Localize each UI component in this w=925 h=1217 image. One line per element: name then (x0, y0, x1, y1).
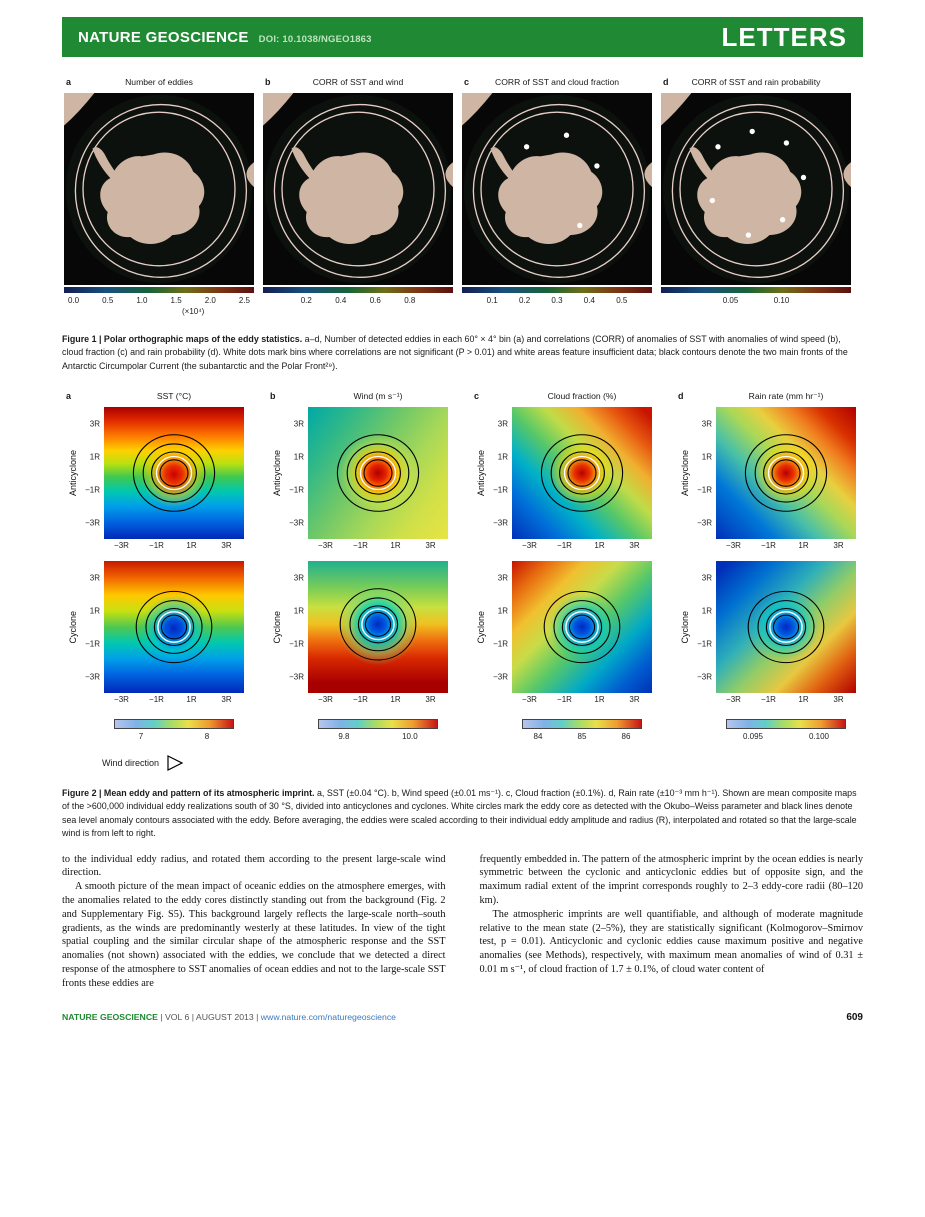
cell-rain-cyclone (678, 561, 856, 693)
row-label-anticyclone: Anticyclone (68, 450, 78, 497)
y-tick: −3R (85, 518, 100, 528)
figure1-panel-a (64, 77, 254, 317)
polar-map-eddies (64, 93, 254, 285)
y-tick: 1R (293, 452, 304, 462)
y-tick: 1R (89, 606, 100, 616)
figure1-caption (62, 333, 863, 373)
x-tick: 3R (833, 541, 844, 551)
y-tick: 1R (293, 606, 304, 616)
heatmap-rain-anticyclone (716, 407, 856, 539)
row-label-cyclone: Cyclone (476, 610, 486, 644)
x-axis-ticks (512, 693, 652, 705)
y-tick: −3R (697, 518, 712, 528)
footer-meta: | VOL 6 | AUGUST 2013 | (157, 1012, 261, 1023)
column-title: Rain rate (mm hr⁻¹) (748, 391, 824, 402)
colorbar-ticks (312, 732, 444, 741)
colorbar (64, 287, 254, 293)
cell-sst-anticyclone (66, 407, 244, 539)
figure1-panel-b (263, 77, 453, 317)
x-axis-ticks (716, 693, 856, 705)
wind-direction-arrow-icon (166, 755, 184, 771)
x-tick: 3R (629, 541, 640, 551)
tick-label: 0.2 (519, 296, 531, 305)
heatmap-wind-anticyclone (308, 407, 448, 539)
x-tick: 3R (425, 695, 436, 705)
x-tick: 1R (390, 695, 401, 705)
tick-label: 0.0 (68, 296, 80, 305)
eddy-contours (308, 561, 448, 693)
column-title-row (66, 391, 244, 407)
page-footer (62, 1012, 863, 1023)
cell-sst-cyclone (66, 561, 244, 693)
y-tick: −1R (697, 639, 712, 649)
y-tick: 3R (701, 419, 712, 429)
x-tick: −3R (114, 541, 129, 551)
cell-wind-cyclone (270, 561, 448, 693)
x-tick: 1R (798, 541, 809, 551)
y-tick: −1R (85, 485, 100, 495)
panel-label: d (678, 391, 684, 402)
cell-wind-anticyclone (270, 407, 448, 539)
y-tick: −1R (493, 639, 508, 649)
colorbar-gradient (726, 719, 846, 729)
y-axis-ticks (80, 407, 104, 539)
tick-label: 0.8 (404, 296, 416, 305)
heatmap-rain-cyclone (716, 561, 856, 693)
x-axis-ticks (104, 693, 244, 705)
section-title: LETTERS (721, 21, 847, 52)
figure1-caption-title: Figure 1 | Polar orthographic maps of the eddy statistics. (62, 334, 303, 344)
paragraph: to the individual eddy radius, and rotated them according to the present large-scale wind direction. (62, 853, 446, 879)
x-tick: 3R (629, 695, 640, 705)
column-title: SST (°C) (156, 391, 192, 402)
polar-map-corr-wind (263, 93, 453, 285)
y-tick: 3R (89, 573, 100, 583)
y-tick: 3R (497, 573, 508, 583)
tick-label: 86 (621, 732, 631, 742)
panel-title-row (661, 77, 851, 90)
tick-label: 7 (138, 732, 144, 742)
y-tick: 1R (497, 606, 508, 616)
panel-label: a (66, 391, 72, 402)
y-tick: 1R (89, 452, 100, 462)
y-tick: −3R (85, 672, 100, 682)
x-tick: −3R (114, 695, 129, 705)
figure2 (62, 391, 863, 741)
page-number: 609 (846, 1012, 863, 1024)
column-title-row (678, 391, 856, 407)
eddy-contours (716, 561, 856, 693)
x-tick: −3R (522, 695, 537, 705)
figure1-caption-body: a–d, Number of detected eddies in each 60° × 4° bin (a) and correlations (CORR) of anomalies of SST with anomalies of wind speed (b), cloud fraction (c) and rain probability (d). White dots mark bins where correlations are not significant (P > 0.01) and white areas feature insufficient data; black contours denote the two main fronts of the Antarctic Circumpolar Current (the subantarctic and the Polar Front²⁹). (62, 334, 848, 371)
x-axis-ticks (308, 539, 448, 551)
tick-label: 0.1 (486, 296, 498, 305)
panel-label: b (270, 391, 276, 402)
colorbar-gradient (522, 719, 642, 729)
tick-label: 0.100 (808, 732, 830, 742)
figure2-column-rain (678, 391, 856, 741)
colorbar-ticks (661, 296, 851, 305)
heatmap-sst-cyclone (104, 561, 244, 693)
row-label-cyclone: Cyclone (272, 610, 282, 644)
eddy-contours (104, 561, 244, 693)
row-label-cyclone: Cyclone (680, 610, 690, 644)
y-tick: −3R (493, 672, 508, 682)
colorbar-wind (308, 719, 448, 741)
colorbar (462, 287, 652, 293)
panel-title: Number of eddies (125, 77, 193, 87)
panel-title-row (462, 77, 652, 90)
column-title-row (270, 391, 448, 407)
x-tick: −1R (557, 541, 572, 551)
footer-journal: NATURE GEOSCIENCE (62, 1012, 158, 1023)
x-tick: −3R (318, 695, 333, 705)
y-tick: 3R (293, 419, 304, 429)
eddy-contours (512, 407, 652, 539)
tick-label: 2.5 (238, 296, 250, 305)
eddy-contours (716, 407, 856, 539)
tick-label: 0.5 (102, 296, 114, 305)
row-label-anticyclone: Anticyclone (272, 450, 282, 497)
panel-title: CORR of SST and rain probability (691, 77, 821, 87)
x-tick: 3R (221, 541, 232, 551)
x-axis-ticks (716, 539, 856, 551)
x-axis-ticks (104, 539, 244, 551)
y-tick: 1R (701, 606, 712, 616)
panel-title-row (263, 77, 453, 90)
tick-label: 0.095 (742, 732, 764, 742)
y-tick: −3R (493, 518, 508, 528)
column-title-row (474, 391, 652, 407)
colorbar (661, 287, 851, 293)
x-tick: 1R (594, 541, 605, 551)
x-tick: −1R (761, 695, 776, 705)
x-tick: 1R (594, 695, 605, 705)
y-tick: −3R (289, 518, 304, 528)
x-tick: −1R (761, 541, 776, 551)
figure1-panel-c (462, 77, 652, 317)
figure1 (62, 77, 863, 317)
x-tick: 3R (833, 695, 844, 705)
column-title: Wind (m s⁻¹) (353, 391, 403, 402)
y-tick: −1R (289, 639, 304, 649)
x-tick: −3R (522, 541, 537, 551)
column-title: Cloud fraction (%) (547, 391, 617, 402)
y-tick: −1R (493, 485, 508, 495)
y-tick: 3R (89, 419, 100, 429)
colorbar-rain (716, 719, 856, 741)
paragraph: frequently embedded in. The pattern of the atmospheric imprint by the ocean eddies is nearly symmetric between the cyclonic and anticyclonic eddies but of opposite sign, and the maximum radial extent of the imprint corresponds roughly to 2–3 eddy-core radii (80–120 km). (479, 853, 863, 906)
colorbar-sst (104, 719, 244, 741)
x-tick: −1R (149, 541, 164, 551)
colorbar-ticks (462, 296, 652, 305)
x-tick: 3R (221, 695, 232, 705)
tick-label: 0.05 (722, 296, 739, 305)
x-tick: −1R (353, 695, 368, 705)
y-axis-ticks (284, 407, 308, 539)
panel-title-row (64, 77, 254, 90)
footer-url-link[interactable]: www.nature.com/naturegeoscience (260, 1012, 396, 1023)
wind-direction-row (102, 755, 863, 771)
y-axis-ticks (80, 561, 104, 693)
y-axis-ticks (692, 407, 716, 539)
tick-label: 2.0 (204, 296, 216, 305)
eddy-contours (512, 561, 652, 693)
paragraph: A smooth picture of the mean impact of oceanic eddies on the atmosphere emerges, with the anomalies related to the eddy cores distinctly standing out from the background (Fig. 2 and Supplementary Fig. S5). This background largely reflects the large-scale north–south gradients, as the winds are predominantly westerly at these latitudes. In view of the tight spatial coupling and the similar circular shape of the atmospheric response and the SST anomalies (not shown) associated with the eddies, we conclude that we detected a direct response of the atmosphere to SST anomalies of ocean eddies and not to the large-scale SST fronts these eddies are (62, 881, 446, 989)
tick-label: 8 (204, 732, 210, 742)
heatmap-wind-cyclone (308, 561, 448, 693)
x-tick: −3R (726, 541, 741, 551)
y-tick: 3R (293, 573, 304, 583)
cell-cloud-anticyclone (474, 407, 652, 539)
tick-label: 0.4 (583, 296, 595, 305)
tick-label: 1.5 (170, 296, 182, 305)
tick-label: 0.2 (300, 296, 312, 305)
y-axis-ticks (488, 561, 512, 693)
colorbar-ticks (720, 732, 852, 741)
tick-scale-note: (×10⁴) (182, 307, 205, 316)
y-tick: −3R (697, 672, 712, 682)
article-body (62, 853, 863, 991)
heatmap-cloud-cyclone (512, 561, 652, 693)
x-tick: 1R (390, 541, 401, 551)
panel-label: c (474, 391, 480, 402)
x-tick: −3R (726, 695, 741, 705)
figure2-column-wind (270, 391, 448, 741)
tick-label: 0.6 (369, 296, 381, 305)
figure2-caption-title: Figure 2 | Mean eddy and pattern of its atmospheric imprint. (62, 788, 315, 799)
colorbar-gradient (318, 719, 438, 729)
y-tick: −1R (289, 485, 304, 495)
y-tick: −1R (697, 485, 712, 495)
y-axis-ticks (284, 561, 308, 693)
y-tick: −1R (85, 639, 100, 649)
y-axis-ticks (488, 407, 512, 539)
tick-label: 0.3 (551, 296, 563, 305)
doi-text: DOI: 10.1038/NGEO1863 (258, 33, 372, 45)
x-tick: 1R (186, 695, 197, 705)
x-tick: −1R (353, 541, 368, 551)
polar-map-corr-cloud (462, 93, 652, 285)
tick-label: 0.10 (773, 296, 790, 305)
colorbar-ticks (516, 732, 648, 741)
journal-name: NATURE GEOSCIENCE (78, 28, 249, 46)
figure2-column-cloud (474, 391, 652, 741)
figure2-column-sst (66, 391, 244, 741)
colorbar-ticks (108, 732, 240, 741)
eddy-contours (308, 407, 448, 539)
y-tick: 3R (497, 419, 508, 429)
panel-label: b (265, 77, 271, 87)
x-tick: −1R (149, 695, 164, 705)
tick-label: 1.0 (136, 296, 148, 305)
wind-direction-label: Wind direction (102, 758, 160, 769)
colorbar-ticks (263, 296, 453, 305)
heatmap-sst-anticyclone (104, 407, 244, 539)
header-left (78, 29, 372, 46)
tick-label: 9.8 (338, 732, 350, 742)
polar-map-corr-rain (661, 93, 851, 285)
colorbar-ticks (64, 296, 254, 305)
x-tick: −1R (557, 695, 572, 705)
tick-label: 0.5 (616, 296, 628, 305)
y-tick: −3R (289, 672, 304, 682)
x-tick: 3R (425, 541, 436, 551)
figure2-caption-body: a, SST (±0.04 °C). b, Wind speed (±0.01 ms⁻¹). c, Cloud fraction (±0.1%). d, Rain rate (±10⁻³ mm h⁻¹). Shown are mean composite maps of the >600,000 individual eddy realizations south of 30 °S, divided into anticyclones and cyclones. White circles mark the eddy core as detected with the Okubo–Weiss parameter and black lines denote sea level anomaly contours associated with the eddy. Before averaging, the eddies were scaled according to their individual eddy amplitude and radius (R), interpolated and rotated so that the large-scale wind is from left to right. (62, 788, 857, 839)
colorbar (263, 287, 453, 293)
y-tick: 1R (701, 452, 712, 462)
panel-label: d (663, 77, 669, 87)
y-tick: 3R (701, 573, 712, 583)
y-tick: 1R (497, 452, 508, 462)
panel-label: a (66, 77, 72, 87)
y-axis-ticks (692, 561, 716, 693)
row-label-anticyclone: Anticyclone (680, 450, 690, 497)
x-tick: −3R (318, 541, 333, 551)
eddy-contours (104, 407, 244, 539)
tick-label: 84 (533, 732, 543, 742)
figure2-caption (62, 787, 863, 840)
cell-cloud-cyclone (474, 561, 652, 693)
colorbar-cloud (512, 719, 652, 741)
tick-label: 0.4 (335, 296, 347, 305)
panel-label: c (464, 77, 470, 87)
row-label-cyclone: Cyclone (68, 610, 78, 644)
header-bar (62, 17, 863, 57)
paragraph: The atmospheric imprints are well quantifiable, and although of moderate magnitude relative to the mean state (2–5%), they are statistically significant (Kolmogorov–Smirnov test, p = 0.01). Anticyclonic and cyclonic eddies cause maximum positive and negative anomalies (see Methods), respectively, with maximum mean anomalies of wind of 0.31 ± 0.01 m s⁻¹, of cloud fraction of 1.7 ± 0.1%, of cloud water content of (479, 908, 863, 975)
row-label-anticyclone: Anticyclone (476, 450, 486, 497)
x-tick: 1R (186, 541, 197, 551)
tick-label: 10.0 (402, 732, 418, 742)
body-column-right (480, 853, 864, 991)
panel-title: CORR of SST and wind (312, 77, 404, 87)
footer-left (62, 1012, 396, 1022)
colorbar-gradient (114, 719, 234, 729)
body-column-left (62, 853, 446, 991)
figure1-panel-d (661, 77, 851, 317)
panel-title: CORR of SST and cloud fraction (494, 77, 620, 87)
x-axis-ticks (308, 693, 448, 705)
x-axis-ticks (512, 539, 652, 551)
cell-rain-anticyclone (678, 407, 856, 539)
heatmap-cloud-anticyclone (512, 407, 652, 539)
x-tick: 1R (798, 695, 809, 705)
tick-label: 85 (577, 732, 587, 742)
